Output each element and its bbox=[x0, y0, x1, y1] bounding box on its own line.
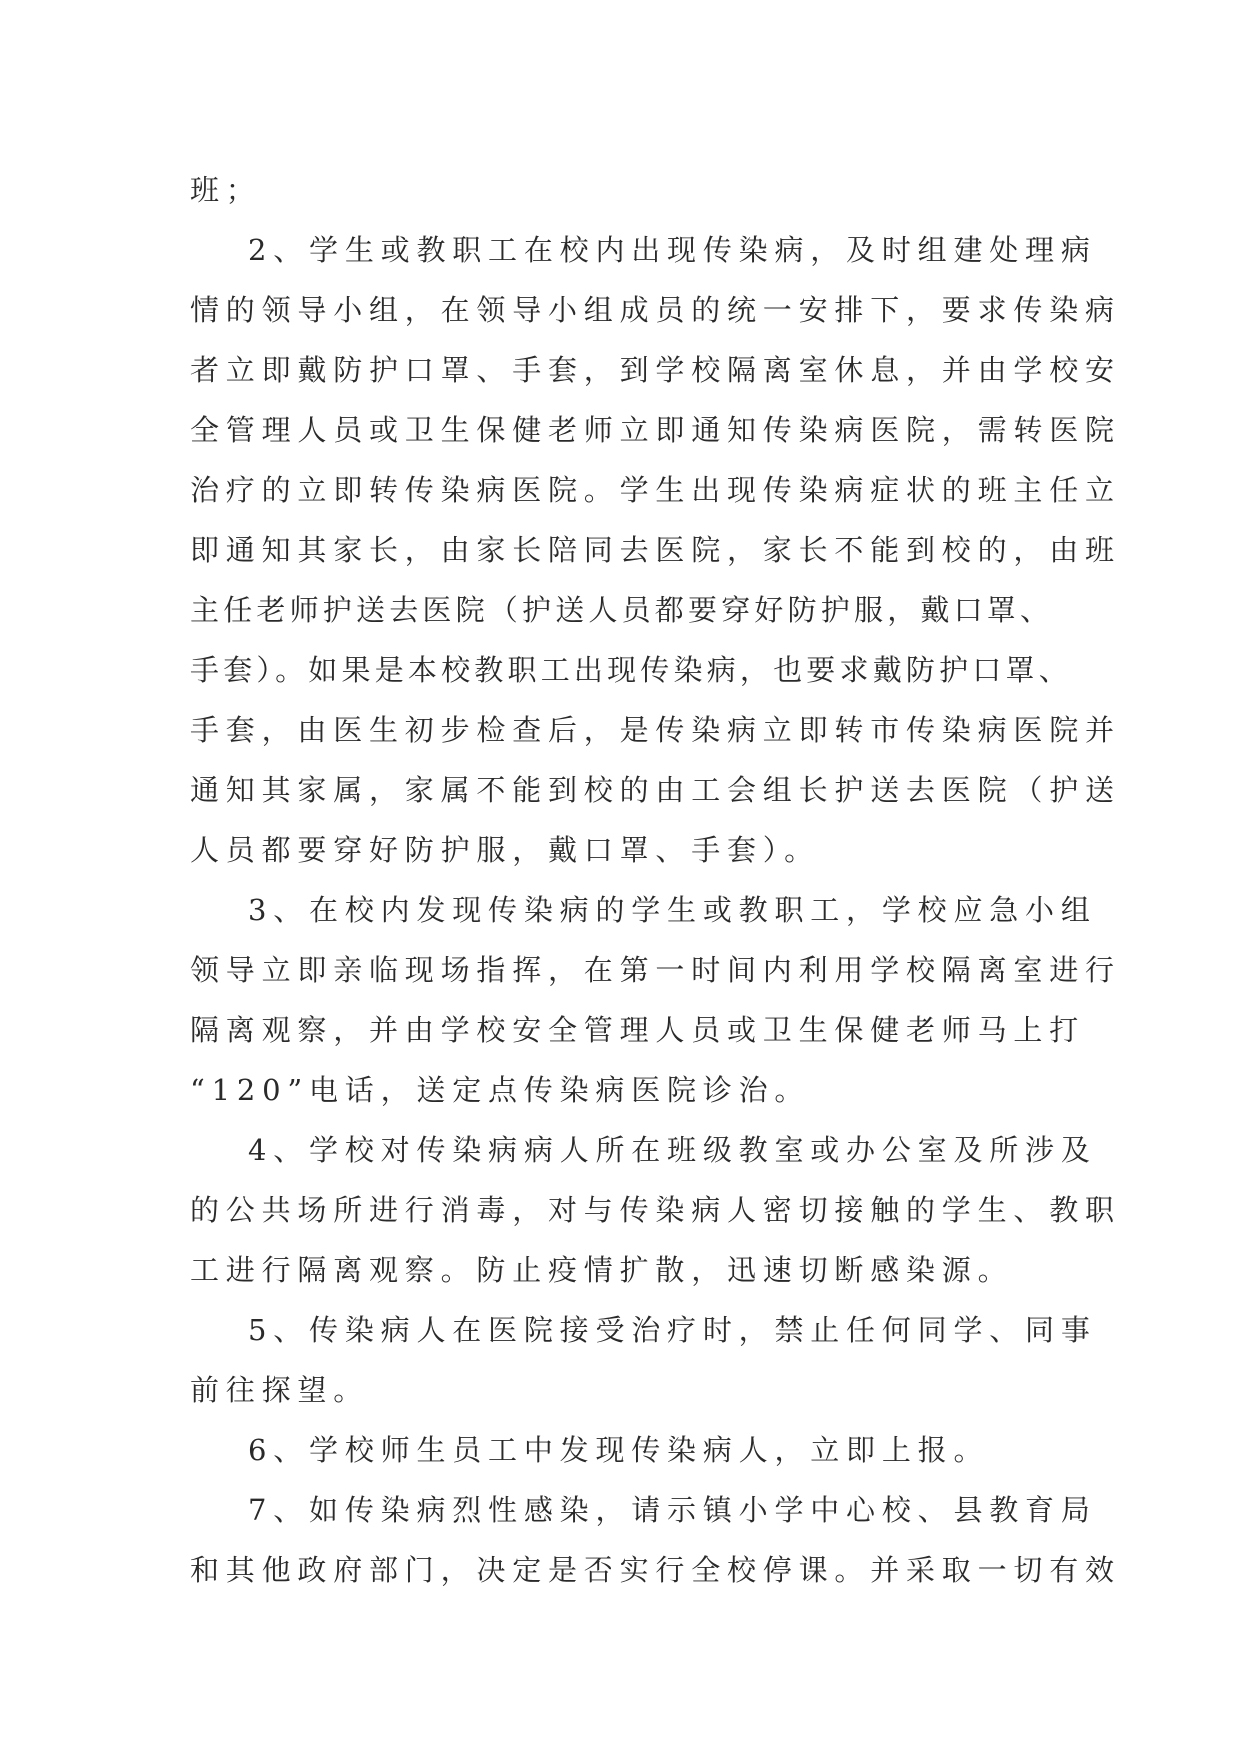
text-line: 者立即戴防护口罩、手套，到学校隔离室休息，并由学校安 bbox=[190, 353, 1121, 387]
text-line: 2、学生或教职工在校内出现传染病，及时组建处理病 bbox=[248, 233, 1097, 267]
text-line: 手套）。如果是本校教职工出现传染病，也要求戴防护口罩、 bbox=[190, 653, 1072, 687]
text-line: 隔离观察，并由学校安全管理人员或卫生保健老师马上打 bbox=[190, 1013, 1086, 1047]
text-line: 工进行隔离观察。防止疫情扩散，迅速切断感染源。 bbox=[190, 1253, 1014, 1287]
text-line: 班； bbox=[190, 173, 262, 207]
text-line: 7、如传染病烈性感染，请示镇小学中心校、县教育局 bbox=[248, 1493, 1097, 1527]
text-line: 前往探望。 bbox=[190, 1373, 370, 1407]
text-line: 手套，由医生初步检查后，是传染病立即转市传染病医院并 bbox=[190, 713, 1121, 747]
text-line: 全管理人员或卫生保健老师立即通知传染病医院，需转医院 bbox=[190, 413, 1121, 447]
text-line: 领导立即亲临现场指挥，在第一时间内利用学校隔离室进行 bbox=[190, 953, 1121, 987]
text-line: 4、学校对传染病病人所在班级教室或办公室及所涉及 bbox=[248, 1133, 1097, 1167]
text-line: 6、学校师生员工中发现传染病人，立即上报。 bbox=[248, 1433, 990, 1467]
text-line: 主任老师护送去医院（护送人员都要穿好防护服，戴口罩、 bbox=[190, 593, 1054, 627]
text-line: 3、在校内发现传染病的学生或教职工，学校应急小组 bbox=[248, 893, 1097, 927]
text-line: 人员都要穿好防护服，戴口罩、手套）。 bbox=[190, 833, 820, 867]
text-line: 和其他政府部门，决定是否实行全校停课。并采取一切有效 bbox=[190, 1553, 1121, 1587]
text-line: “120”电话，送定点传染病医院诊治。 bbox=[190, 1073, 811, 1107]
document-body bbox=[190, 160, 1121, 1600]
text-line: 即通知其家长，由家长陪同去医院，家长不能到校的，由班 bbox=[190, 533, 1121, 567]
text-line: 治疗的立即转传染病医院。学生出现传染病症状的班主任立 bbox=[190, 473, 1121, 507]
text-line: 的公共场所进行消毒，对与传染病人密切接触的学生、教职 bbox=[190, 1193, 1121, 1227]
text-line: 通知其家属，家属不能到校的由工会组长护送去医院（护送 bbox=[190, 773, 1121, 807]
text-line: 情的领导小组，在领导小组成员的统一安排下，要求传染病 bbox=[190, 293, 1121, 327]
text-line: 5、传染病人在医院接受治疗时，禁止任何同学、同事 bbox=[248, 1313, 1097, 1347]
